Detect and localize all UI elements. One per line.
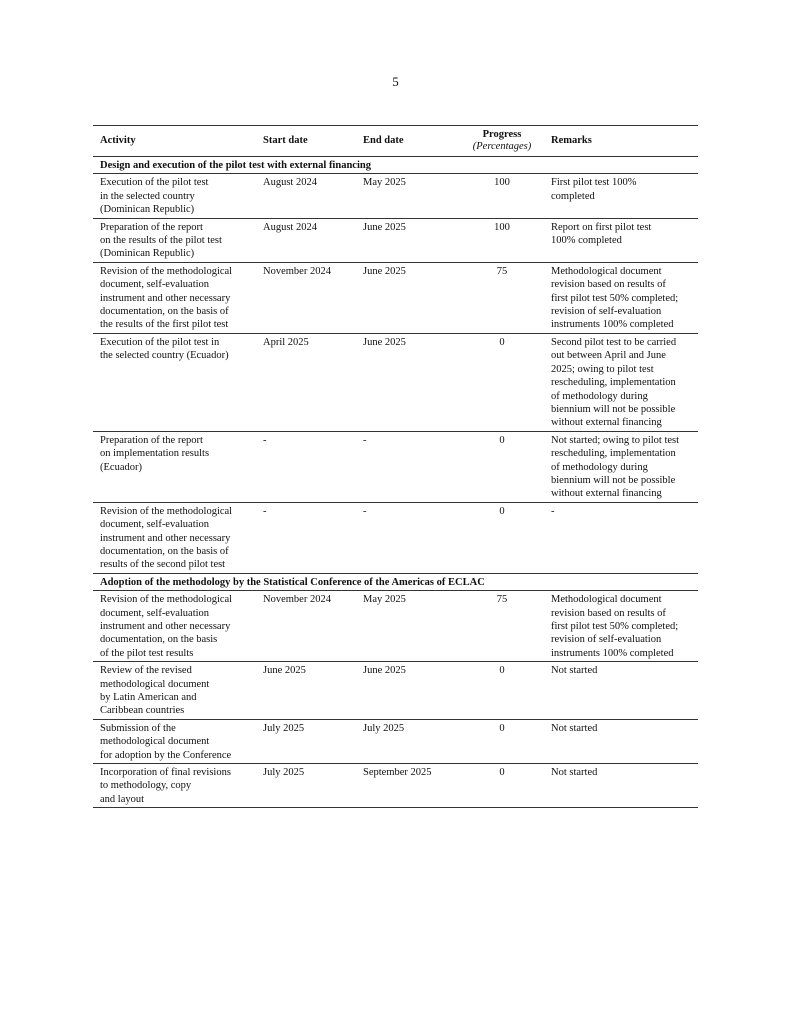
table-header bbox=[93, 126, 698, 157]
progress-cell: 0 bbox=[460, 333, 544, 431]
progress-cell: 0 bbox=[460, 764, 544, 808]
remarks-cell: Not started bbox=[544, 662, 698, 720]
start-date-cell: November 2024 bbox=[256, 262, 356, 333]
progress-cell: 0 bbox=[460, 662, 544, 720]
activity-cell: Preparation of the report on implementation results (Ecuador) bbox=[93, 431, 256, 502]
start-date-cell: August 2024 bbox=[256, 218, 356, 262]
start-date-cell: - bbox=[256, 502, 356, 573]
table-row bbox=[93, 591, 698, 662]
header-progress-unit: (Percentages) bbox=[472, 141, 532, 152]
table-row bbox=[93, 333, 698, 431]
start-date-cell: August 2024 bbox=[256, 174, 356, 218]
table-row bbox=[93, 262, 698, 333]
end-date-cell: May 2025 bbox=[356, 591, 460, 662]
table-row bbox=[93, 764, 698, 808]
end-date-cell: June 2025 bbox=[356, 662, 460, 720]
activity-cell: Execution of the pilot test in the selected country (Dominican Republic) bbox=[93, 174, 256, 218]
activity-cell: Revision of the methodological document, self-evaluation instrument and other necessary documentation, on the basis of the results of the first pilot test bbox=[93, 262, 256, 333]
header-progress-label: Progress bbox=[482, 129, 522, 140]
remarks-cell: Second pilot test to be carried out between April and June 2025; owing to pilot test rescheduling, implementation of methodology during biennium will not be possible without external financing bbox=[544, 333, 698, 431]
activity-cell: Review of the revised methodological document by Latin American and Caribbean countries bbox=[93, 662, 256, 720]
progress-cell: 0 bbox=[460, 431, 544, 502]
start-date-cell: July 2025 bbox=[256, 719, 356, 763]
table-body bbox=[93, 157, 698, 808]
end-date-cell: May 2025 bbox=[356, 174, 460, 218]
end-date-cell: - bbox=[356, 431, 460, 502]
header-progress bbox=[460, 126, 544, 157]
remarks-cell: - bbox=[544, 502, 698, 573]
start-date-cell: April 2025 bbox=[256, 333, 356, 431]
header-row bbox=[93, 126, 698, 157]
progress-cell: 75 bbox=[460, 262, 544, 333]
progress-cell: 75 bbox=[460, 591, 544, 662]
header-end-date: End date bbox=[356, 126, 460, 157]
end-date-cell: July 2025 bbox=[356, 719, 460, 763]
activity-cell: Preparation of the report on the results of the pilot test (Dominican Republic) bbox=[93, 218, 256, 262]
activity-cell: Revision of the methodological document, self-evaluation instrument and other necessary documentation, on the basis of the pilot test results bbox=[93, 591, 256, 662]
activity-cell: Incorporation of final revisions to methodology, copy and layout bbox=[93, 764, 256, 808]
progress-cell: 0 bbox=[460, 502, 544, 573]
remarks-cell: Not started bbox=[544, 719, 698, 763]
remarks-cell: Methodological document revision based on results of first pilot test 50% completed; revision of self-evaluation instruments 100% completed bbox=[544, 262, 698, 333]
table-row bbox=[93, 502, 698, 573]
remarks-cell: Methodological document revision based on results of first pilot test 50% completed; revision of self-evaluation instruments 100% completed bbox=[544, 591, 698, 662]
activity-cell: Execution of the pilot test in the selected country (Ecuador) bbox=[93, 333, 256, 431]
remarks-cell: Not started bbox=[544, 764, 698, 808]
page-number: 5 bbox=[392, 74, 399, 89]
end-date-cell: June 2025 bbox=[356, 333, 460, 431]
progress-cell: 100 bbox=[460, 218, 544, 262]
section-title: Design and execution of the pilot test with external financing bbox=[93, 157, 698, 174]
end-date-cell: September 2025 bbox=[356, 764, 460, 808]
progress-cell: 0 bbox=[460, 719, 544, 763]
end-date-cell: - bbox=[356, 502, 460, 573]
section-title: Adoption of the methodology by the Statistical Conference of the Americas of ECLAC bbox=[93, 573, 698, 590]
table-row bbox=[93, 174, 698, 218]
end-date-cell: June 2025 bbox=[356, 262, 460, 333]
header-remarks: Remarks bbox=[544, 126, 698, 157]
start-date-cell: June 2025 bbox=[256, 662, 356, 720]
remarks-cell: Report on first pilot test 100% completed bbox=[544, 218, 698, 262]
table-row bbox=[93, 719, 698, 763]
table-row bbox=[93, 431, 698, 502]
header-start-date: Start date bbox=[256, 126, 356, 157]
activity-cell: Submission of the methodological document for adoption by the Conference bbox=[93, 719, 256, 763]
remarks-cell: First pilot test 100% completed bbox=[544, 174, 698, 218]
end-date-cell: June 2025 bbox=[356, 218, 460, 262]
header-activity: Activity bbox=[93, 126, 256, 157]
start-date-cell: - bbox=[256, 431, 356, 502]
remarks-cell: Not started; owing to pilot test rescheduling, implementation of methodology during biennium will not be possible without external financing bbox=[544, 431, 698, 502]
start-date-cell: November 2024 bbox=[256, 591, 356, 662]
progress-cell: 100 bbox=[460, 174, 544, 218]
section-row bbox=[93, 157, 698, 174]
table-row bbox=[93, 662, 698, 720]
activity-cell: Revision of the methodological document, self-evaluation instrument and other necessary documentation, on the basis of results of the second pilot test bbox=[93, 502, 256, 573]
start-date-cell: July 2025 bbox=[256, 764, 356, 808]
activities-table bbox=[93, 125, 698, 808]
table-row bbox=[93, 218, 698, 262]
section-row bbox=[93, 573, 698, 590]
